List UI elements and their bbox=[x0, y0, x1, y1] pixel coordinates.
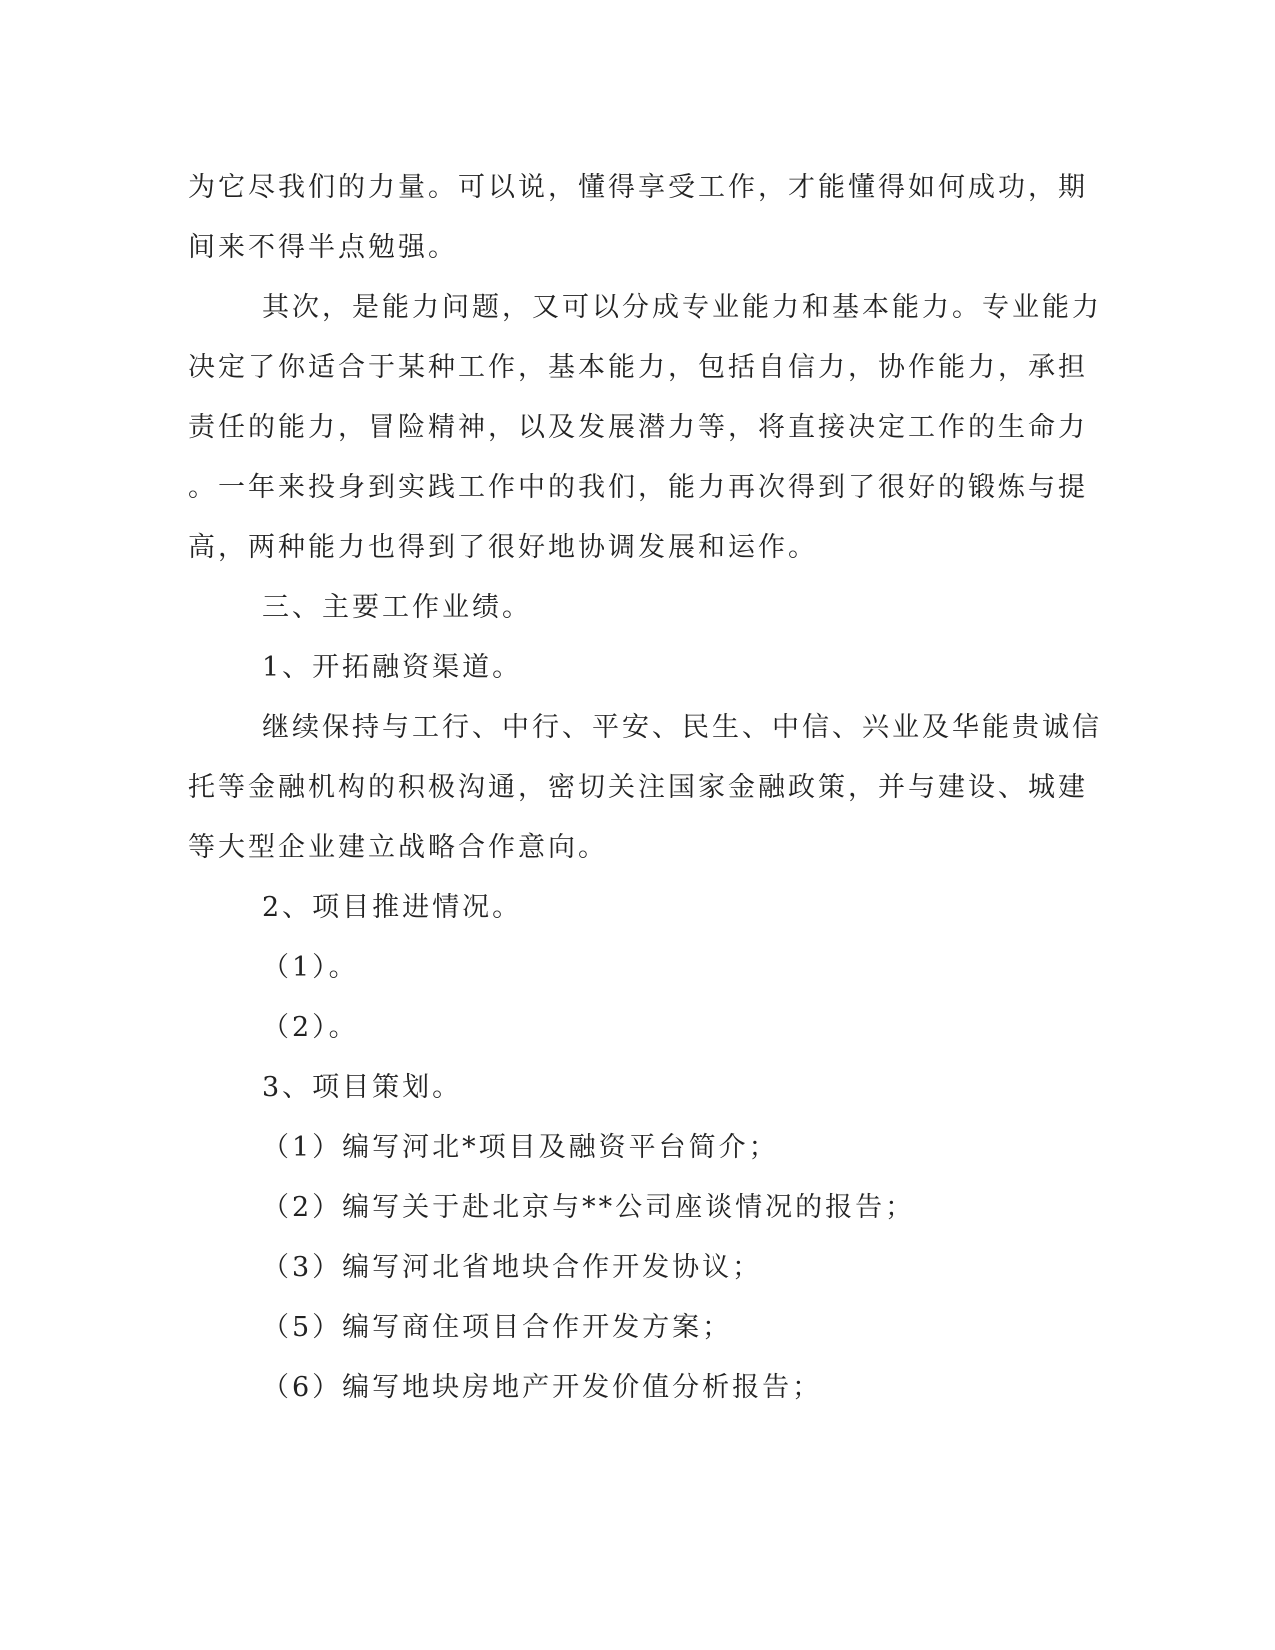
list-item: （3）编写河北省地块合作开发协议； bbox=[262, 1252, 763, 1283]
body-text-line: 责任的能力，冒险精神，以及发展潜力等，将直接决定工作的生命力 bbox=[188, 412, 1088, 443]
body-text-line: 等大型企业建立战略合作意向。 bbox=[188, 832, 608, 863]
subsection-heading: 3、项目策划。 bbox=[262, 1072, 463, 1103]
list-item: （1）编写河北*项目及融资平台简介； bbox=[262, 1132, 779, 1163]
list-item: （6）编写地块房地产开发价值分析报告； bbox=[262, 1372, 823, 1403]
list-item: （2）。 bbox=[262, 1012, 359, 1043]
paragraph-start-line: 其次，是能力问题，又可以分成专业能力和基本能力。专业能力 bbox=[262, 292, 1102, 323]
body-text-line: 决定了你适合于某种工作，基本能力，包括自信力，协作能力，承担 bbox=[188, 352, 1088, 383]
body-text-line: 高，两种能力也得到了很好地协调发展和运作。 bbox=[188, 532, 818, 563]
body-text-line: 托等金融机构的积极沟通，密切关注国家金融政策，并与建设、城建 bbox=[188, 772, 1088, 803]
body-text-line: 。一年来投身到实践工作中的我们，能力再次得到了很好的锻炼与提 bbox=[188, 472, 1088, 503]
body-text-line: 间来不得半点勉强。 bbox=[188, 232, 458, 263]
list-item: （5）编写商住项目合作开发方案； bbox=[262, 1312, 733, 1343]
paragraph-start-line: 继续保持与工行、中行、平安、民生、中信、兴业及华能贵诚信 bbox=[262, 712, 1102, 743]
subsection-heading: 1、开拓融资渠道。 bbox=[262, 652, 523, 683]
section-heading: 三、主要工作业绩。 bbox=[262, 592, 532, 623]
subsection-heading: 2、项目推进情况。 bbox=[262, 892, 523, 923]
body-text-line: 为它尽我们的力量。可以说，懂得享受工作，才能懂得如何成功，期 bbox=[188, 172, 1088, 203]
list-item: （2）编写关于赴北京与**公司座谈情况的报告； bbox=[262, 1192, 916, 1223]
document-body bbox=[188, 158, 1102, 1418]
list-item: （1）。 bbox=[262, 952, 359, 983]
